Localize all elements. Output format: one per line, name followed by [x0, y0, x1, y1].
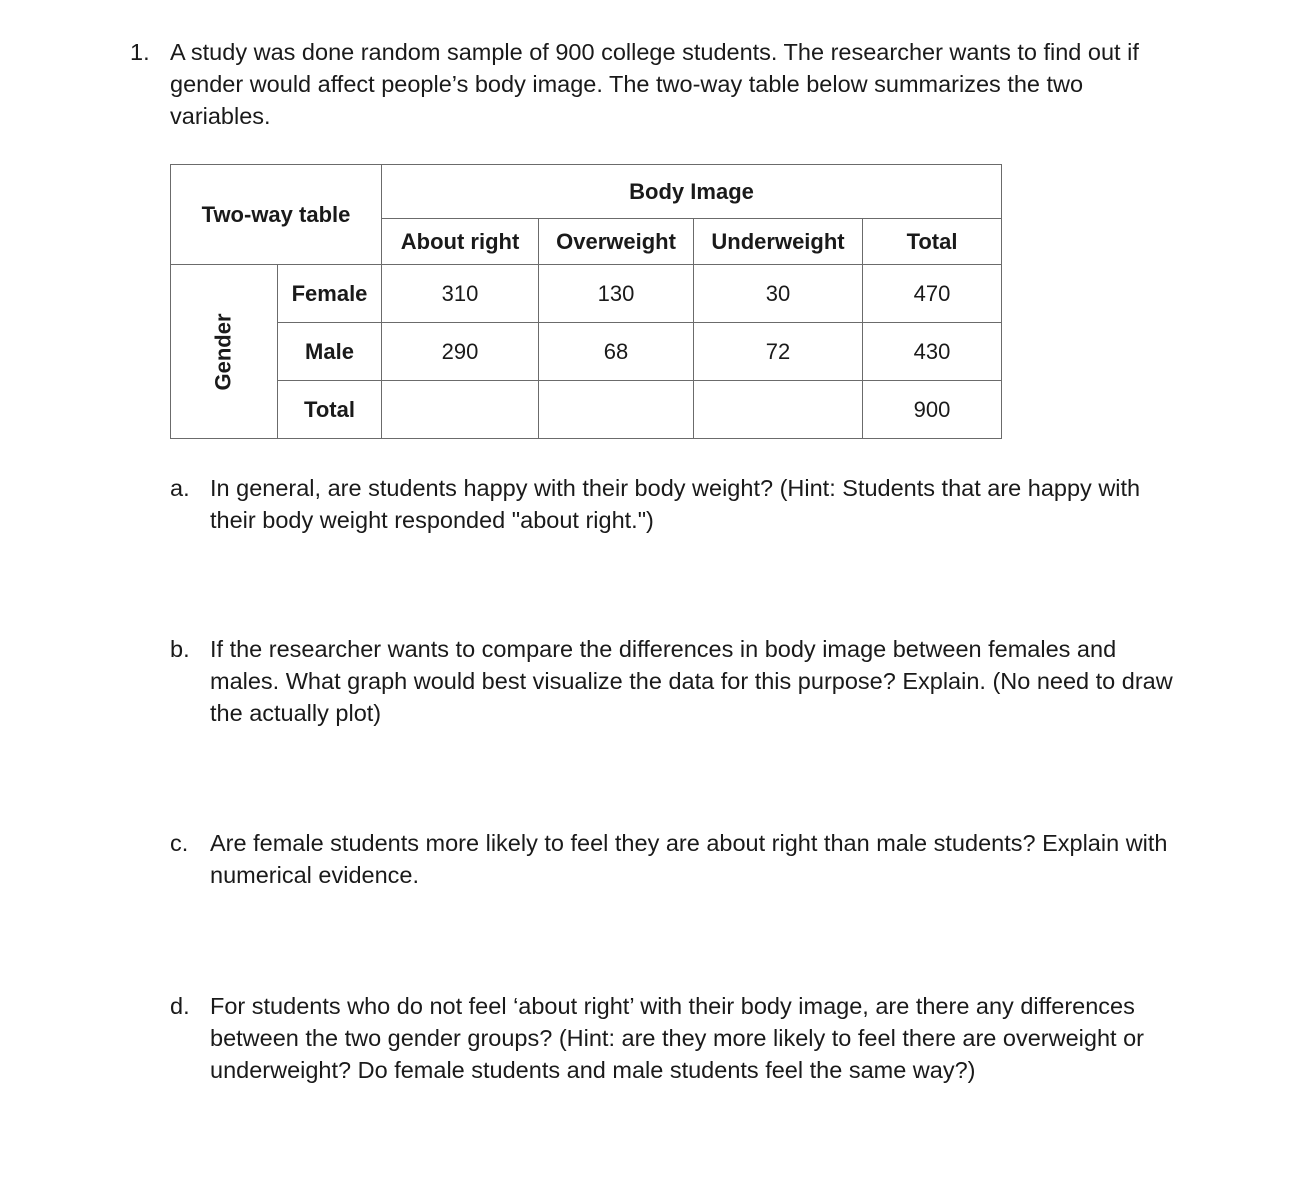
- table-cell: 470: [863, 265, 1002, 323]
- subquestion-c: [170, 827, 1180, 891]
- subquestion-text: For students who do not feel ‘about right’ with their body image, are there any differences between the two gender groups? (Hint: are they more likely to feel there are overweight or underweight? Do female students and male students feel the same way?): [210, 993, 1144, 1083]
- table-row: [171, 323, 1002, 381]
- row-label: Male: [278, 323, 382, 381]
- column-header: Overweight: [539, 219, 694, 265]
- table-corner-label: Two-way table: [171, 165, 382, 265]
- question-1: [130, 36, 1190, 132]
- row-group-header: [171, 265, 278, 439]
- column-header: About right: [382, 219, 539, 265]
- column-header: Total: [863, 219, 1002, 265]
- subquestion-b: [170, 633, 1180, 729]
- subquestion-letter: c.: [170, 830, 189, 856]
- table-row: [171, 265, 1002, 323]
- table-cell: [382, 381, 539, 439]
- table-cell: 68: [539, 323, 694, 381]
- table-cell: [539, 381, 694, 439]
- subquestion-text: In general, are students happy with their body weight? (Hint: Students that are happy with their body weight responded "about right."): [210, 475, 1141, 533]
- row-group-label: Gender: [211, 312, 236, 391]
- column-group-header: Body Image: [382, 165, 1002, 219]
- subquestion-text: Are female students more likely to feel they are about right than male students? Explain with numerical evidence.: [210, 830, 1168, 888]
- table-cell: 30: [694, 265, 863, 323]
- subquestion-text: If the researcher wants to compare the differences in body image between females and males. What graph would best visualize the data for this purpose? Explain. (No need to draw the actually plot): [210, 636, 1173, 726]
- subquestion-letter: d.: [170, 993, 190, 1019]
- column-header: Underweight: [694, 219, 863, 265]
- row-label: Female: [278, 265, 382, 323]
- subquestion-letter: b.: [170, 636, 190, 662]
- question-number: 1.: [130, 39, 150, 65]
- table-cell: 72: [694, 323, 863, 381]
- table-cell: 430: [863, 323, 1002, 381]
- two-way-table: [170, 164, 1001, 438]
- row-label: Total: [278, 381, 382, 439]
- table-cell: 900: [863, 381, 1002, 439]
- subquestion-a: [170, 472, 1180, 536]
- table-cell: 310: [382, 265, 539, 323]
- table-cell: [694, 381, 863, 439]
- subquestion-letter: a.: [170, 475, 190, 501]
- subquestion-d: [170, 990, 1180, 1086]
- table-row: [171, 381, 1002, 439]
- table-cell: 290: [382, 323, 539, 381]
- question-text: A study was done random sample of 900 college students. The researcher wants to find out if gender would affect people’s body image. The two-way table below summarizes the two variables.: [170, 39, 1139, 129]
- table-cell: 130: [539, 265, 694, 323]
